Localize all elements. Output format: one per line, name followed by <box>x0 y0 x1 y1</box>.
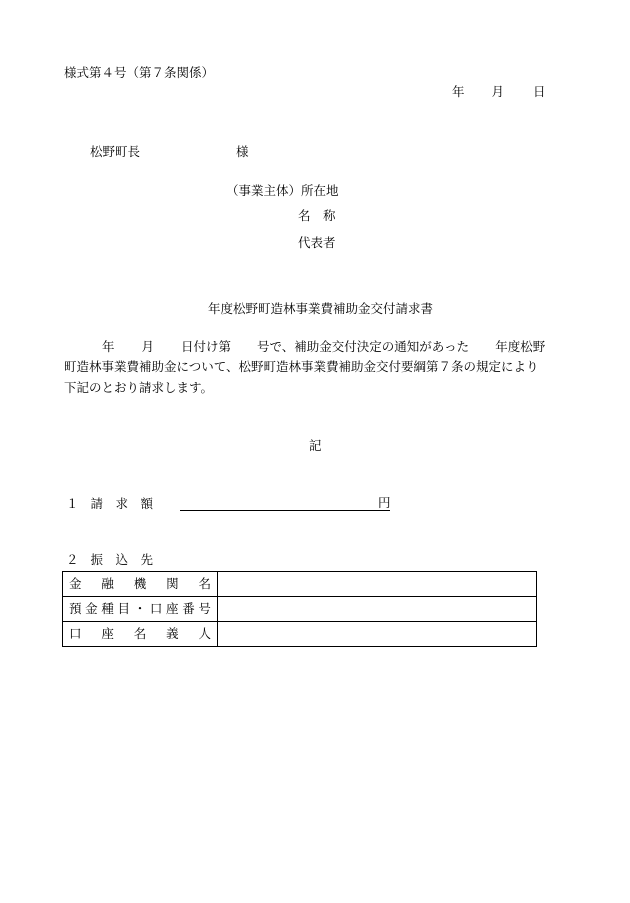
label-char: 座 <box>101 625 114 641</box>
item1-label <box>66 498 153 511</box>
body-number-suffix: 号で、補助金交付決定の通知があった <box>257 339 470 354</box>
applicant-representative-label: 代表者 <box>298 235 336 250</box>
body-year: 年 <box>102 339 115 354</box>
document-title: 年度松野町造林事業費補助金交付請求書 <box>208 301 434 316</box>
label-char: 名 <box>133 625 147 641</box>
date-month: 月 <box>491 84 505 99</box>
item2-title: 振 込 先 <box>90 552 154 567</box>
bank-name-value[interactable] <box>218 572 537 597</box>
item2-label <box>66 554 153 567</box>
account-holder-value[interactable] <box>218 622 537 647</box>
body-date-suffix: 日付け第 <box>181 339 232 354</box>
body-line-1 <box>64 341 545 354</box>
bank-table <box>62 571 537 647</box>
table-row <box>63 572 537 597</box>
applicant-address-label: （事業主体）所在地 <box>226 183 339 198</box>
item1-title: 請 求 額 <box>90 496 154 511</box>
account-type-number-value[interactable] <box>218 597 537 622</box>
label-char: 名 <box>198 575 211 591</box>
label-char: 関 <box>166 575 179 591</box>
table-row <box>63 597 537 622</box>
ki-heading: 記 <box>309 438 322 453</box>
label-char: 機 <box>133 575 147 591</box>
label-char: 種 <box>101 600 114 616</box>
amount-unit: 円 <box>378 495 391 510</box>
body-line-2: 町造林事業費補助金について、松野町造林事業費補助金交付要綱第７条の規定により <box>64 359 539 374</box>
label-char: 目 <box>117 600 131 616</box>
label-char: 号 <box>198 600 211 616</box>
account-type-number-label <box>63 597 218 622</box>
recipient <box>90 146 249 159</box>
body-fiscal-year: 年度松野 <box>495 339 546 354</box>
label-char: 人 <box>198 625 211 641</box>
label-char: 口 <box>149 600 163 616</box>
label-char: 預 <box>69 600 82 616</box>
label-char: 番 <box>182 600 195 616</box>
item2-number: ２ <box>66 552 79 567</box>
label-char: 金 <box>85 600 98 616</box>
form-number: 様式第４号（第７条関係） <box>64 65 215 80</box>
label-char: 金 <box>69 575 82 591</box>
date-year: 年 <box>452 84 465 99</box>
bank-name-label <box>63 572 218 597</box>
date-day: 日 <box>533 84 546 99</box>
label-char: 口 <box>69 625 82 641</box>
label-char: 融 <box>101 575 114 591</box>
label-char: ・ <box>133 600 147 616</box>
date-line <box>452 86 546 99</box>
amount-input-line[interactable] <box>180 510 390 511</box>
label-char: 座 <box>166 600 179 616</box>
body-month: 月 <box>141 339 155 354</box>
body-line-3: 下記のとおり請求します。 <box>64 380 214 395</box>
recipient-honorific: 様 <box>236 144 249 159</box>
applicant-name-label: 名 称 <box>298 208 336 223</box>
account-holder-label <box>63 622 218 647</box>
table-row <box>63 622 537 647</box>
recipient-name: 松野町長 <box>90 144 141 159</box>
label-char: 義 <box>166 625 179 641</box>
item1-number: １ <box>66 496 79 511</box>
